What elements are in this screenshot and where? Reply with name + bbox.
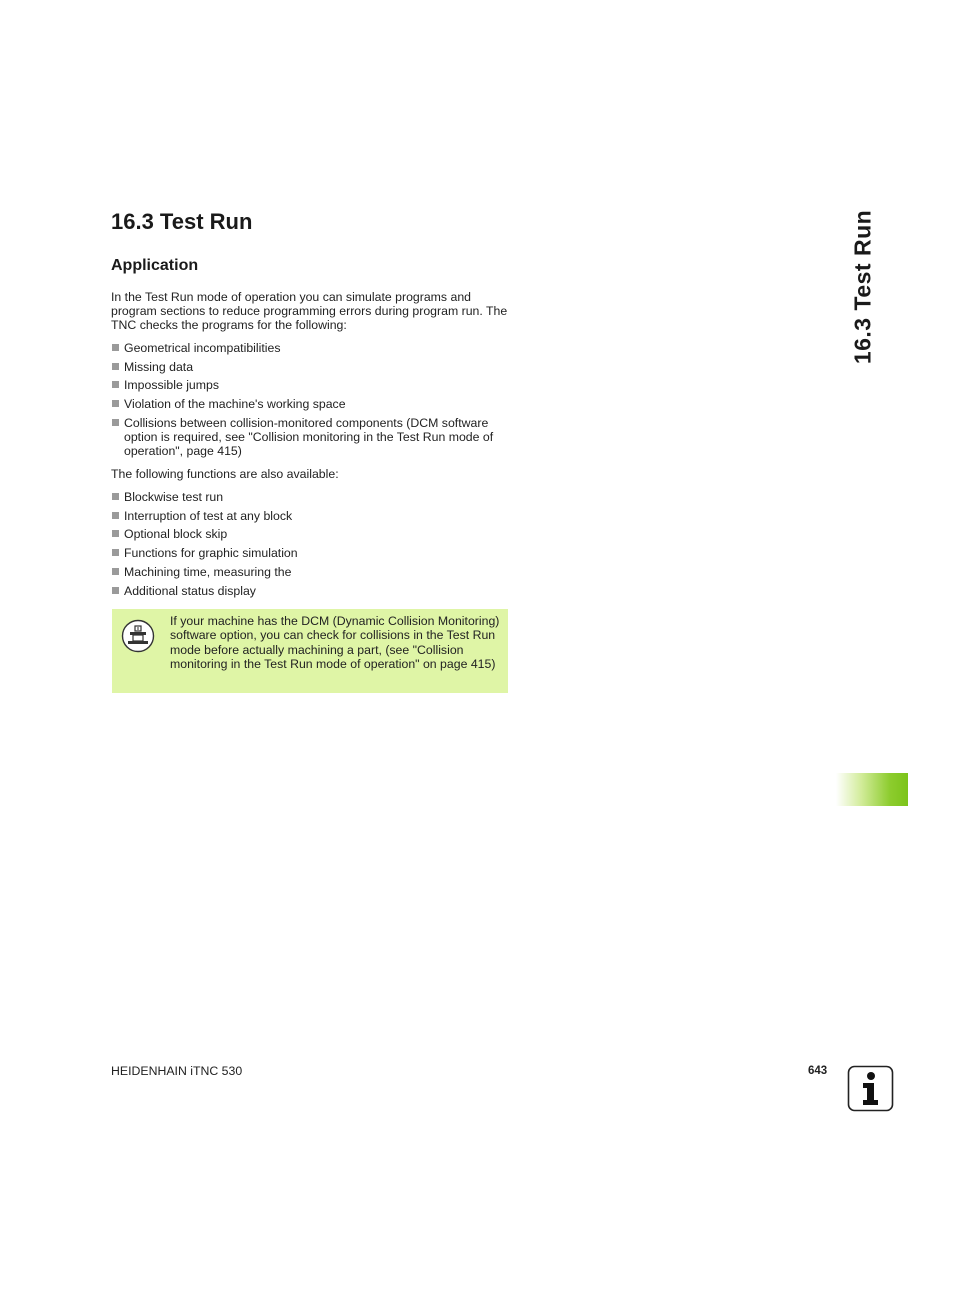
list-item <box>111 509 511 523</box>
list-item <box>111 546 511 560</box>
list-item-text: Geometrical incompatibilities <box>124 341 281 355</box>
list-item <box>111 416 511 459</box>
list-item <box>111 378 511 392</box>
bullet-square-icon <box>112 381 119 388</box>
info-icon <box>847 1065 894 1112</box>
intro-paragraph: In the Test Run mode of operation you can simulate programs and program sections to reduce programming errors during program run. The TNC checks the programs for the following: <box>111 290 508 333</box>
chapter-tab-marker <box>836 773 908 806</box>
list-item-text: Blockwise test run <box>124 490 224 504</box>
bullet-square-icon <box>112 587 119 594</box>
list-item <box>111 527 511 541</box>
machine-option-icon <box>121 619 155 653</box>
list-item-text: Missing data <box>124 359 194 374</box>
note-box <box>112 609 508 693</box>
list-item <box>111 490 511 504</box>
bullet-square-icon <box>112 344 119 351</box>
side-chapter-title <box>843 209 883 365</box>
list-item <box>111 584 511 598</box>
note-text: If your machine has the DCM (Dynamic Collision Monitoring) software option, you can check for collisions in the Test Run mode before actually machining a part, (see "Collision monitoring in the Test Run mode of operation" on page 415) <box>170 614 500 672</box>
chapter-title: 16.3 Test Run <box>111 209 253 234</box>
bullet-square-icon <box>112 512 119 519</box>
list-item-text: Machining time, measuring the <box>124 564 292 579</box>
list-item-text: Violation of the machine's working space <box>124 397 346 412</box>
list-item-text: Optional block skip <box>124 527 228 542</box>
list-item <box>111 397 511 411</box>
bullet-square-icon <box>112 568 119 575</box>
list-item-text: Collisions between collision-monitored components (DCM software option is required, see "Collision monitoring in the Test Run mode of operation", page 415) <box>124 415 494 459</box>
list-item-text: Impossible jumps <box>124 378 219 393</box>
bullet-square-icon <box>112 549 119 556</box>
bullet-square-icon <box>112 530 119 537</box>
list-item-text: Functions for graphic simulation <box>124 546 298 561</box>
functions-list <box>111 490 511 602</box>
list-item <box>111 341 511 355</box>
functions-intro: The following functions are also available: <box>111 467 339 481</box>
side-chapter-title-text: 16.3 Test Run <box>849 209 876 365</box>
bullet-square-icon <box>112 363 119 370</box>
bullet-square-icon <box>112 419 119 426</box>
page-number: 643 <box>808 1065 828 1077</box>
checks-list <box>111 341 511 463</box>
list-item-text: Interruption of test at any block <box>124 508 293 523</box>
list-item <box>111 360 511 374</box>
section-heading: Application <box>111 257 199 274</box>
list-item <box>111 565 511 579</box>
bullet-square-icon <box>112 493 119 500</box>
list-item-text: Additional status display <box>124 583 256 598</box>
bullet-square-icon <box>112 400 119 407</box>
footer-manual-title: HEIDENHAIN iTNC 530 <box>111 1064 243 1078</box>
